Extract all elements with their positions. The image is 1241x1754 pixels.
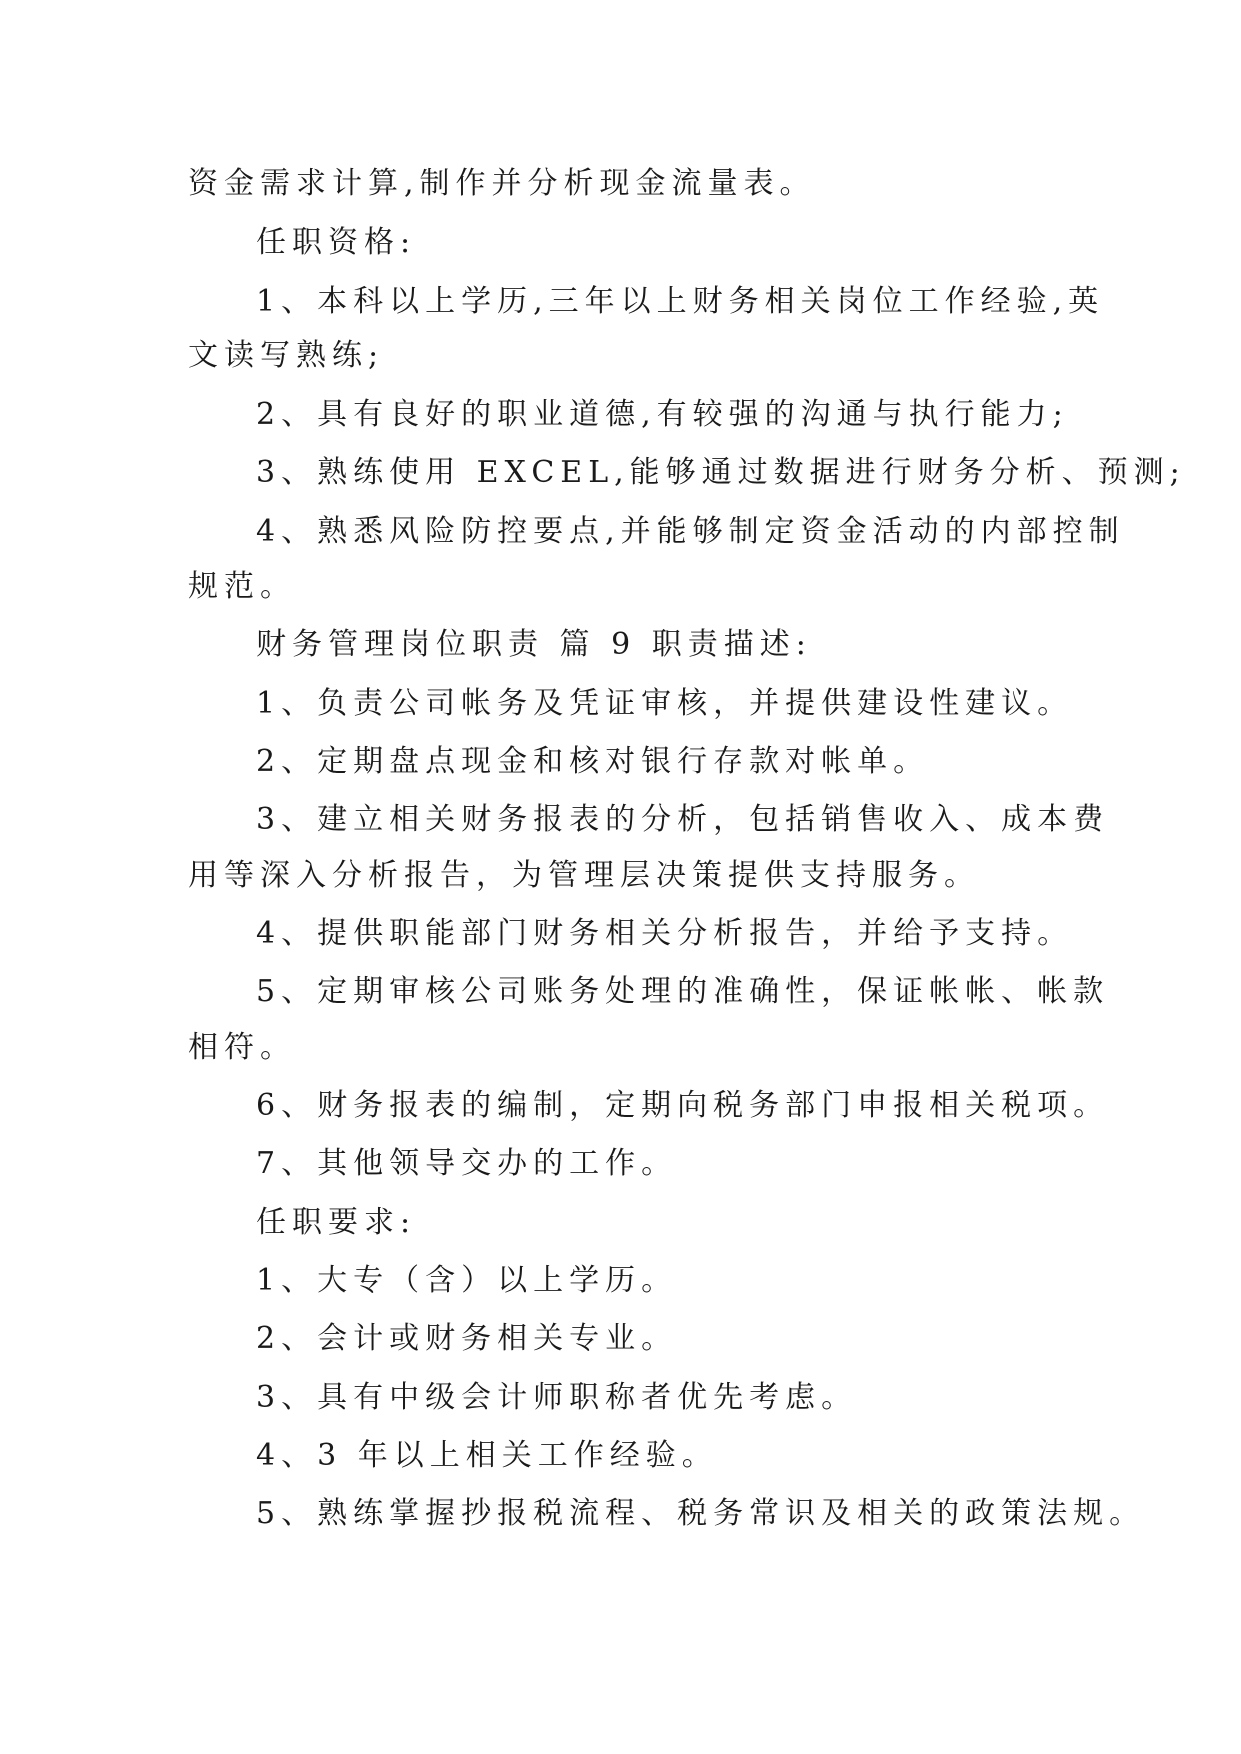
list-item: 4、熟悉风险防控要点,并能够制定资金活动的内部控制: [256, 514, 1125, 549]
list-item: 3、建立相关财务报表的分析，包括销售收入、成本费: [256, 802, 1110, 837]
list-item: 1、大专（含）以上学历。: [256, 1263, 678, 1298]
list-item-continuation: 相符。: [188, 1030, 296, 1065]
section-heading: 财务管理岗位职责 篇 9 职责描述:: [256, 627, 812, 662]
list-item: 5、定期审核公司账务处理的准确性，保证帐帐、帐款: [256, 974, 1110, 1009]
list-item-continuation: 规范。: [188, 569, 296, 604]
list-item: 7、其他领导交办的工作。: [256, 1146, 678, 1181]
list-item: 4、3 年以上相关工作经验。: [256, 1438, 718, 1473]
list-item: 4、提供职能部门财务相关分析报告，并给予支持。: [256, 916, 1074, 951]
list-item-continuation: 文读写熟练;: [188, 338, 385, 373]
list-item: 5、熟练掌握抄报税流程、税务常识及相关的政策法规。: [256, 1496, 1146, 1531]
text-line: 资金需求计算,制作并分析现金流量表。: [188, 166, 816, 201]
section-heading: 任职要求:: [256, 1205, 417, 1240]
list-item: 6、财务报表的编制，定期向税务部门申报相关税项。: [256, 1088, 1110, 1123]
list-item: 3、熟练使用 EXCEL,能够通过数据进行财务分析、预测;: [256, 455, 1186, 490]
list-item: 3、具有中级会计师职称者优先考虑。: [256, 1380, 858, 1415]
list-item: 2、会计或财务相关专业。: [256, 1321, 678, 1356]
list-item: 2、具有良好的职业道德,有较强的沟通与执行能力;: [256, 397, 1069, 432]
list-item: 1、本科以上学历,三年以上财务相关岗位工作经验,英: [256, 284, 1105, 319]
list-item: 2、定期盘点现金和核对银行存款对帐单。: [256, 744, 930, 779]
list-item-continuation: 用等深入分析报告，为管理层决策提供支持服务。: [188, 858, 980, 893]
list-item: 1、负责公司帐务及凭证审核，并提供建设性建议。: [256, 686, 1074, 721]
section-heading: 任职资格:: [256, 225, 417, 260]
